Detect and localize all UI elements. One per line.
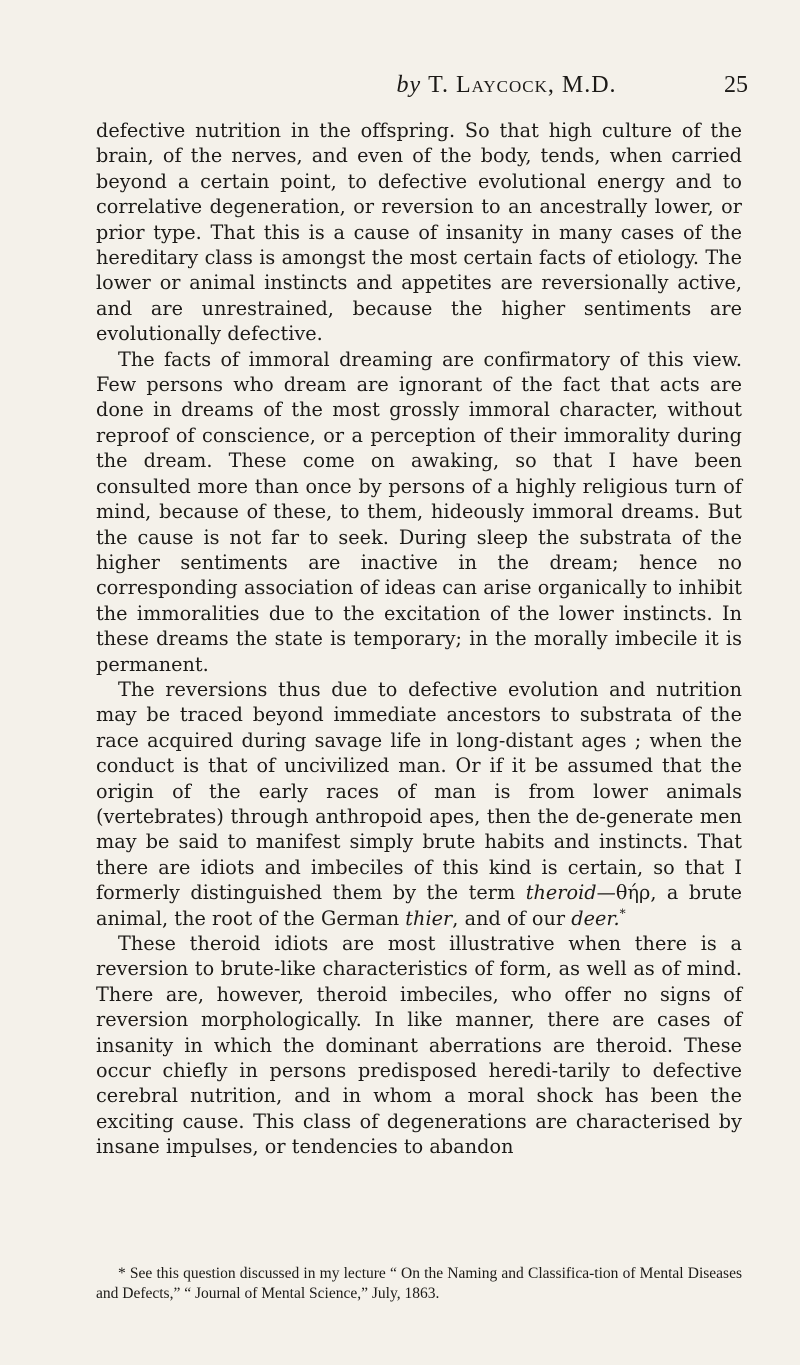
page-number: 25	[724, 72, 748, 98]
footnote-marker: *	[619, 906, 626, 921]
paragraph-3: The reversions thus due to defective evolution and nutrition may be traced beyond immediate ancestors to substrata of the race acquired during savage life in long-distant ages ; when the conduct is that of uncivilized man. Or if it be assumed that the origin of the early races of man is from lower animals (vertebrates) through anthropoid apes, then the de-generate men may be said to manifest simply brute habits and instincts. That there are idiots and imbeciles of this kind is certain, so that I formerly distinguished them by the term theroid—θήρ, a brute animal, the root of the German thier, and of our deer.*	[96, 677, 743, 930]
running-title	[95, 72, 748, 99]
paragraph-3-part-3: , and of our	[452, 906, 566, 930]
paragraph-4: These theroid idiots are most illustrative when there is a reversion to brute-like characteristics of form, as well as of mind. There are, however, theroid imbeciles, who offer no signs of reversion morphologically. In like manner, there are cases of insanity in which the dominant aberrations are theroid. These occur chiefly in persons predisposed heredi-tarily to defective cerebral nutrition, and in whom a moral shock has been the exciting cause. This class of degenerations are characterised by insane impulses, or tendencies to abandon	[96, 932, 742, 1159]
running-title-by: by	[396, 72, 422, 98]
footnote-text: * See this question discussed in my lecture “ On the Naming and Classifica-tion of Mental Diseases and Defects,” “ Journal of Mental Science,” July, 1863.	[96, 1265, 742, 1302]
term-thier: thier	[405, 906, 453, 930]
running-head	[95, 72, 748, 102]
paragraph-3-part-2: —θήρ, a brute animal, the root of the German	[96, 881, 743, 930]
body-text	[96, 118, 742, 1160]
term-theroid: theroid	[525, 881, 597, 905]
footnote	[96, 1264, 742, 1304]
paragraph-3-part-1: The reversions thus due to defective evolution and nutrition may be traced beyond immediate ancestors to substrata of the race acquired during savage life in long-distant ages ; when the conduct is that of uncivilized man. Or if it be assumed that the origin of the early races of man is from lower animals (vertebrates) through anthropoid apes, then the de-generate men may be said to manifest simply brute habits and instincts. That there are idiots and imbeciles of this kind is certain, so that I formerly distinguished them by the term	[96, 677, 742, 905]
paragraph-2: The facts of immoral dreaming are confirmatory of this view. Few persons who dream are ignorant of the fact that acts are done in dreams of the most grossly immoral character, without reproof of conscience, or a perception of their immorality during the dream. These come on awaking, so that I have been consulted more than once by persons of a highly religious turn of mind, because of these, to them, hideously immoral dreams. But the cause is not far to seek. During sleep the substrata of the higher sentiments are inactive in the dream; hence no corresponding association of ideas can arise organically to inhibit the immoralities due to the excitation of the lower instincts. In these dreams the state is temporary; in the morally imbecile it is permanent.	[96, 347, 742, 676]
paragraph-1: defective nutrition in the offspring. So that high culture of the brain, of the nerves, and even of the body, tends, when carried beyond a certain point, to defective evolutional energy and to correlative degeneration, or reversion to an ancestrally lower, or prior type. That this is a cause of insanity in many cases of the hereditary class is amongst the most certain facts of etiology. The lower or animal instincts and appetites are reversionally active, and are unrestrained, because the higher sentiments are evolutionally defective.	[96, 119, 742, 346]
running-title-author: T. Laycock, M.D.	[428, 72, 617, 98]
term-deer: deer	[571, 906, 614, 930]
